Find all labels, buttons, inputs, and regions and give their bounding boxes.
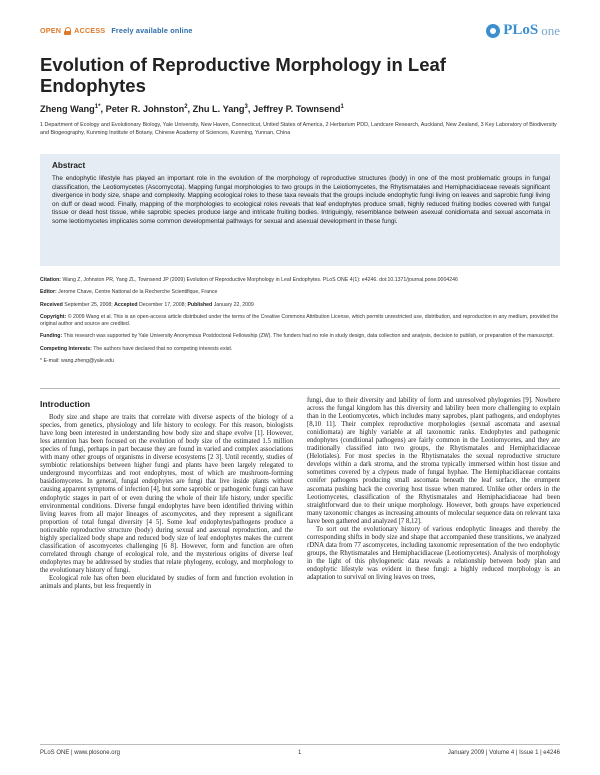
plos-one-logo: [486, 22, 560, 39]
author-name: Peter R. Johnston: [105, 104, 185, 115]
author-name: Zhu L. Yang: [192, 104, 245, 115]
footer-divider: [40, 744, 560, 745]
accepted-label: Accepted: [114, 301, 138, 308]
footer-page-number: 1: [298, 750, 302, 756]
body-paragraph: Body size and shape are traits that correlate with diverse aspects of the biology of a species, from genetics, physiology and life history to ecology. For this reason, biologists have long been interested in understanding how body size and shape evolve [1]. However, less attention has been focused on the evolution of body size of the estimated 1.5 million species of fungi, perhaps in part because they are found in varied and complex associations with many other groups of organisms in diverse ecosystems [2 3]. Until recently, studies of symbiotic relationships between higher fungi and plants have been largely relegated to underground mycorrhizas and root endophytes, most of which are mushroom-forming basidiomycetes. In general, fungal endophytes are fungi that live inside plants without causing apparent symptoms of infection [4], but some saprobic or pathogenic fungi can have endophytic stages in part of or even during the whole of their life history, under specific environmental conditions. Diverse fungal endophytes have been identified thriving within living leaves from all major lineages of ascomycetes, and they represent a significant proportion of total fungal diversity [4 5]. Some leaf endophytes/pathogens produce a noticeable reproductive structure (body) during sexual and asexual reproduction, and the highly specialized body shape and reduced body size of leaf endophytes makes the current classification of ascomycetes challenging [6 8]. However, form and function are often correlated through change of ecological role, and the mysterious origins of diverse leaf endophytes may be addressed by studies that relate phylogeny, ecology, and morphology to the evolutionary history of fungi.: [40, 414, 293, 574]
logo-plos-text: PLoS: [503, 22, 539, 38]
article-title: Evolution of Reproductive Morphology in Leaf Endophytes: [40, 54, 446, 96]
author-affiliation-mark: 2: [184, 104, 188, 110]
logo-one-text: one: [541, 22, 560, 38]
body-paragraph: To sort out the evolutionary history of various endophytic lineages and thereby the corresponding shifts in body size and shape that accompanied these transitions, we analyzed rDNA data from 77 ascomycetes, including taxonomic representation of the two endophytic groups, the Rhytismatales and Hemiphacidiaceae (Leotiomycetes). Analysis of morphology in the light of this phylogenetic data reveals a relationship between body plan and endophytic lifestyle was evident in these fungi: a highly reduced morphology is an adaptation to survival on living leaves on trees,: [307, 525, 560, 582]
editor-text: Jerome Chave, Centre National de la Recherche Scientifique, France: [58, 289, 218, 296]
open-access-text: OPEN: [40, 26, 62, 35]
competing-label: Competing Interests:: [40, 345, 92, 352]
author-list: Zheng Wang$^{1*}$, Peter R. Johnston$^2$, Zhu L. Yang$^3$, Jeffrey P. Townsend$^1$: [40, 104, 344, 115]
article-metadata: [40, 277, 560, 370]
citation-line: [40, 277, 560, 284]
left-column: [40, 400, 293, 591]
accepted-date: December 17, 2008;: [138, 301, 186, 308]
abstract-heading: Abstract: [52, 161, 86, 170]
body-paragraph: Ecological role has often been elucidated by studies of form and function evolution in animals and plants, but less frequently in: [40, 574, 293, 591]
copyright-text: © 2009 Wang et al. This is an open-access article distributed under the terms of the Creative Commons Attribution License, which permits unrestricted use, distribution, and reproduction in any medium, provided the original author and source are credited.: [40, 313, 559, 328]
published-label: Published: [187, 301, 213, 308]
section-divider: [40, 388, 560, 389]
introduction-heading: Introduction: [40, 399, 91, 409]
author-name: Zheng Wang: [40, 104, 95, 115]
received-label: Received: [40, 301, 63, 308]
citation-label: Citation:: [40, 277, 62, 283]
copyright-line: [40, 314, 560, 329]
access-text: ACCESS: [74, 26, 106, 35]
email-line: * E-mail: wang.zheng@yale.edu: [40, 358, 114, 365]
top-bar: [40, 22, 560, 44]
editor-label: Editor:: [40, 289, 57, 296]
funding-line: [40, 333, 560, 340]
competing-text: The authors have declared that no competing interests exist.: [93, 345, 233, 352]
funding-label: Funding:: [40, 333, 63, 340]
author-name: Jeffrey P. Townsend: [253, 104, 341, 115]
plos-logo-icon: [486, 24, 500, 38]
open-access-badge: [40, 26, 193, 35]
competing-interests-line: [40, 346, 560, 353]
abstract-box: [40, 154, 560, 266]
abstract-text: The endophytic lifestyle has played an important role in the evolution of the morphology of reproductive structures (body) in one of the most problematic groups in fungal classification, the Leotiomycetes (Ascomycota). Mapping fungal morphologies to two groups in the Leiotiomycetes, the Rhytismatales and Hemiphacidiaceae reveals significant divergence in body size, shape and complexity. Mapping ecological roles to these taxa reveals that the groups include endophytic fungi living on leaves and saprobic fungi living on duff or dead wood. Finally, mapping of the morphologies to ecological roles reveals that leaf endophytes produce small, highly reduced fruiting bodies covered with fungal tissue or dead host tissue, while saprobic species produce large and intricate fruiting bodies. Intriguingly, resemblance between asexual conidiomata and sexual ascomata in some leotiomycetes implicates some common developmental pathways for sexual and asexual development in these fungi.: [52, 175, 550, 225]
lock-icon: [64, 27, 71, 35]
footer-journal: PLoS ONE | www.plosone.org: [40, 750, 120, 756]
free-available-text: Freely available online: [111, 26, 193, 35]
body-paragraph: fungi, due to their diversity and lability of form and unresolved phylogenies [9]. Nowhere across the fungal kingdom has this diversity and lability been more challenging to explain than in the Leotiomycetes, which includes many saprobes, plant pathogens, and endophytes [8,10 11]. Their complex reproductive morphologies (sexual ascomata and asexual conidiomata) are highly variable at all taxonomic ranks. Endophytes and pathogenic endophytes (conditional pathogens) are fairly common in the Leotiomycetes, and they are traditionally classified into two groups, the Rhytismatales and Hemiphacidiaceae (Helotiales). For most species in the Rhytismatales the sexual reproductive structure develops within a dark stroma, and the stroma typically immersed within host tissue and sometimes covered by a clypeus made of fungal hyphae. The Hemiphacidiaceae contains conifer pathogens producing small ascomata beneath the leaf surface, the erumpent ascomata pushing back the covering host tissue when matured. Unlike other orders in the Leotiomycetes, classification of the Rhytismatales and Hemiphacidiaceae had been straightforward due to their unique morphology. However, both groups have experienced many taxonomic changes as increasing amounts of molecular sequence data on relevant taxa have been gathered and analyzed [7 8,12].: [307, 397, 560, 525]
editor-line: [40, 289, 560, 296]
author-affiliation-mark: 1: [340, 104, 344, 110]
citation-text: Wang Z, Johnston PR, Yang ZL, Townsend JP (2009) Evolution of Reproductive Morphology in Leaf Endophytes. PLoS ONE 4(1): e4246. doi:10.1371/journal.pone.0004246: [62, 277, 458, 283]
right-column: [307, 397, 560, 582]
affiliations: 1 Department of Ecology and Evolutionary Biology, Yale University, New Haven, Connecticut, United States of America, 2 Herbarium PDD, Landcare Research, Auckland, New Zealand, 3 Key Laboratory of Biodiversity and Biogeography, Kunming Institute of Botany, Chinese Academy of Sciences, Kunming, Yunnan, China: [40, 122, 557, 136]
copyright-label: Copyright:: [40, 313, 67, 320]
author-affiliation-mark: 1*: [94, 104, 101, 110]
dates-line: [40, 302, 560, 309]
received-date: September 25, 2008;: [64, 301, 113, 308]
footer-issue: January 2009 | Volume 4 | Issue 1 | e4246: [447, 750, 560, 756]
published-date: January 22, 2009: [213, 301, 254, 308]
funding-text: This research was supported by Yale University Anonymous Postdoctoral Fellowship (ZW). The funders had no role in study design, data collection and analysis, decision to publish, or preparation of the manuscript.: [63, 333, 555, 340]
author-affiliation-mark: 3: [244, 104, 248, 110]
